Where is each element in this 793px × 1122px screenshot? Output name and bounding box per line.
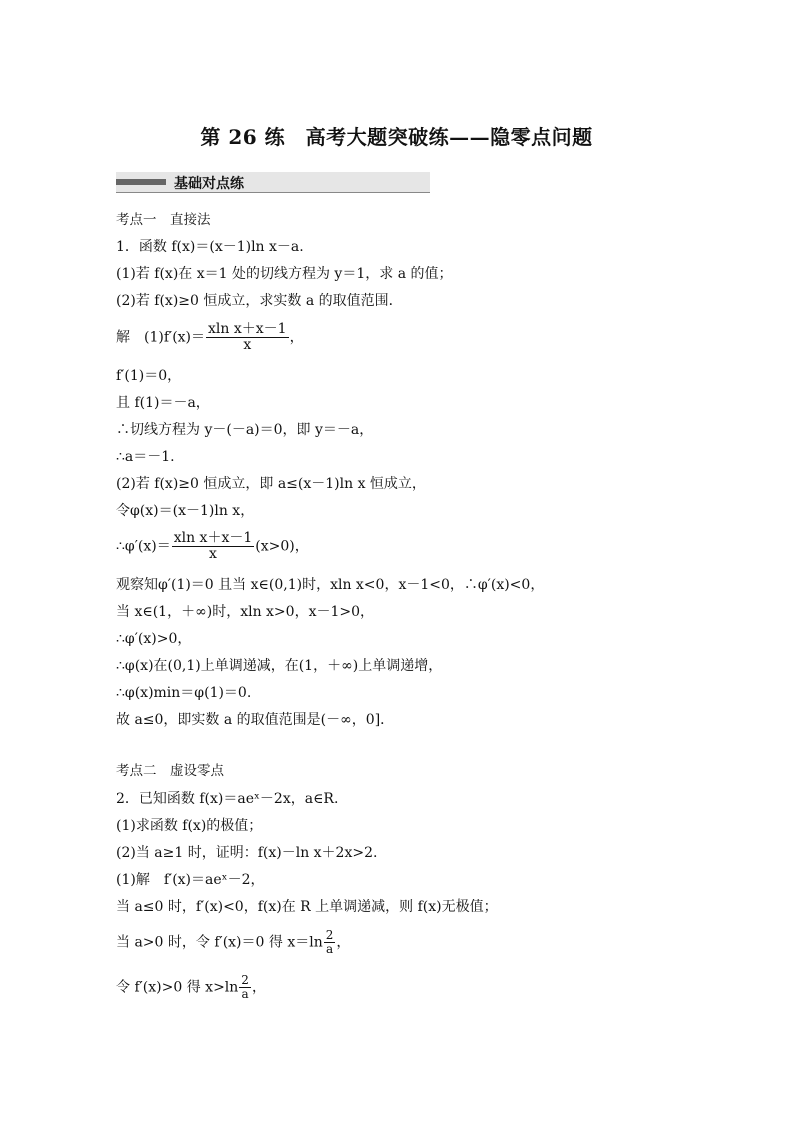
fraction-numerator: 2 (325, 928, 334, 942)
fraction-denominator: a (325, 942, 334, 956)
critical-point-prefix: 当 a>0 时，令 f′(x)＝0 得 x＝ln (116, 934, 323, 951)
critical-point-line (116, 929, 350, 956)
solution-derivative-suffix: ， (289, 329, 304, 346)
solution-line: (2)若 f(x)≥0 恒成立，即 a≤(x－1)ln x 恒成立， (116, 476, 426, 492)
increasing-interval-suffix: ， (251, 979, 266, 996)
topic-heading-1: 考点一 直接法 (116, 212, 211, 228)
problem-1-statement: 1．函数 f(x)＝(x－1)ln x－a. (116, 239, 304, 255)
solution-derivative-prefix: 解 (1)f′(x)＝ (116, 329, 206, 346)
ln-fraction (324, 929, 336, 956)
fraction-numerator: xln x＋x－1 (173, 530, 253, 546)
page-title: 第 26 练 高考大题突破练——隐零点问题 (200, 125, 593, 149)
solution-line: ∴φ′(x)>0， (116, 631, 192, 647)
solution-line: 当 a≤0 时，f′(x)<0，f(x)在 R 上单调递减，则 f(x)无极值； (116, 899, 498, 915)
solution-line: ∴φ(x)min＝φ(1)＝0. (116, 685, 252, 701)
solution-line: 当 x∈(1，＋∞)时，xln x>0，x－1>0， (116, 604, 375, 620)
fraction-denominator: x (243, 337, 252, 353)
section-header (116, 172, 430, 193)
solution-line: f′(1)＝0， (116, 368, 182, 384)
problem-2-part-2: (2)当 a≥1 时，证明：f(x)－ln x＋2x>2. (116, 845, 378, 861)
ln-fraction (239, 974, 251, 1001)
increasing-interval-line (116, 974, 266, 1001)
problem-2-statement: 2．已知函数 f(x)＝aeˣ－2x，a∈R. (116, 791, 339, 807)
fraction-denominator: x (209, 546, 217, 562)
fraction-numerator: xln x＋x－1 (208, 321, 287, 337)
solution-derivative-line (116, 322, 304, 353)
problem-2-part-1: (1)求函数 f(x)的极值； (116, 818, 263, 834)
phi-derivative-suffix: (x>0)， (255, 538, 309, 555)
section-stripe (116, 179, 166, 185)
critical-point-suffix: ， (336, 934, 351, 951)
solution-line: ∴a＝－1. (116, 449, 175, 465)
phi-derivative-line (116, 531, 309, 562)
fraction-numerator: 2 (241, 973, 249, 987)
problem-1-part-2: (2)若 f(x)≥0 恒成立，求实数 a 的取值范围． (116, 293, 403, 309)
phi-derivative-prefix: ∴φ′(x)＝ (116, 538, 171, 555)
solution-line: (1)解 f′(x)＝aeˣ－2， (116, 872, 265, 888)
solution-conclusion: 故 a≤0，即实数 a 的取值范围是(－∞，0]． (116, 712, 395, 728)
solution-line: ∴φ(x)在(0,1)上单调递减，在(1，＋∞)上单调递增， (116, 658, 443, 674)
solution-line: 且 f(1)＝－a， (116, 395, 210, 411)
problem-1-part-1: (1)若 f(x)在 x＝1 处的切线方程为 y＝1，求 a 的值； (116, 266, 453, 282)
phi-derivative-fraction (172, 531, 255, 562)
solution-line: ∴切线方程为 y－(－a)＝0，即 y＝－a， (116, 422, 374, 438)
solution-line: 观察知φ′(1)＝0 且当 x∈(0,1)时，xln x<0，x－1<0，∴φ′(x)<0， (116, 577, 545, 593)
topic-heading-2: 考点二 虚设零点 (116, 763, 224, 779)
increasing-interval-prefix: 令 f′(x)>0 得 x>ln (116, 979, 239, 996)
fraction-denominator: a (241, 987, 249, 1001)
derivative-fraction (206, 322, 289, 353)
section-label: 基础对点练 (174, 176, 244, 192)
solution-line: 令φ(x)＝(x－1)ln x， (116, 503, 255, 519)
